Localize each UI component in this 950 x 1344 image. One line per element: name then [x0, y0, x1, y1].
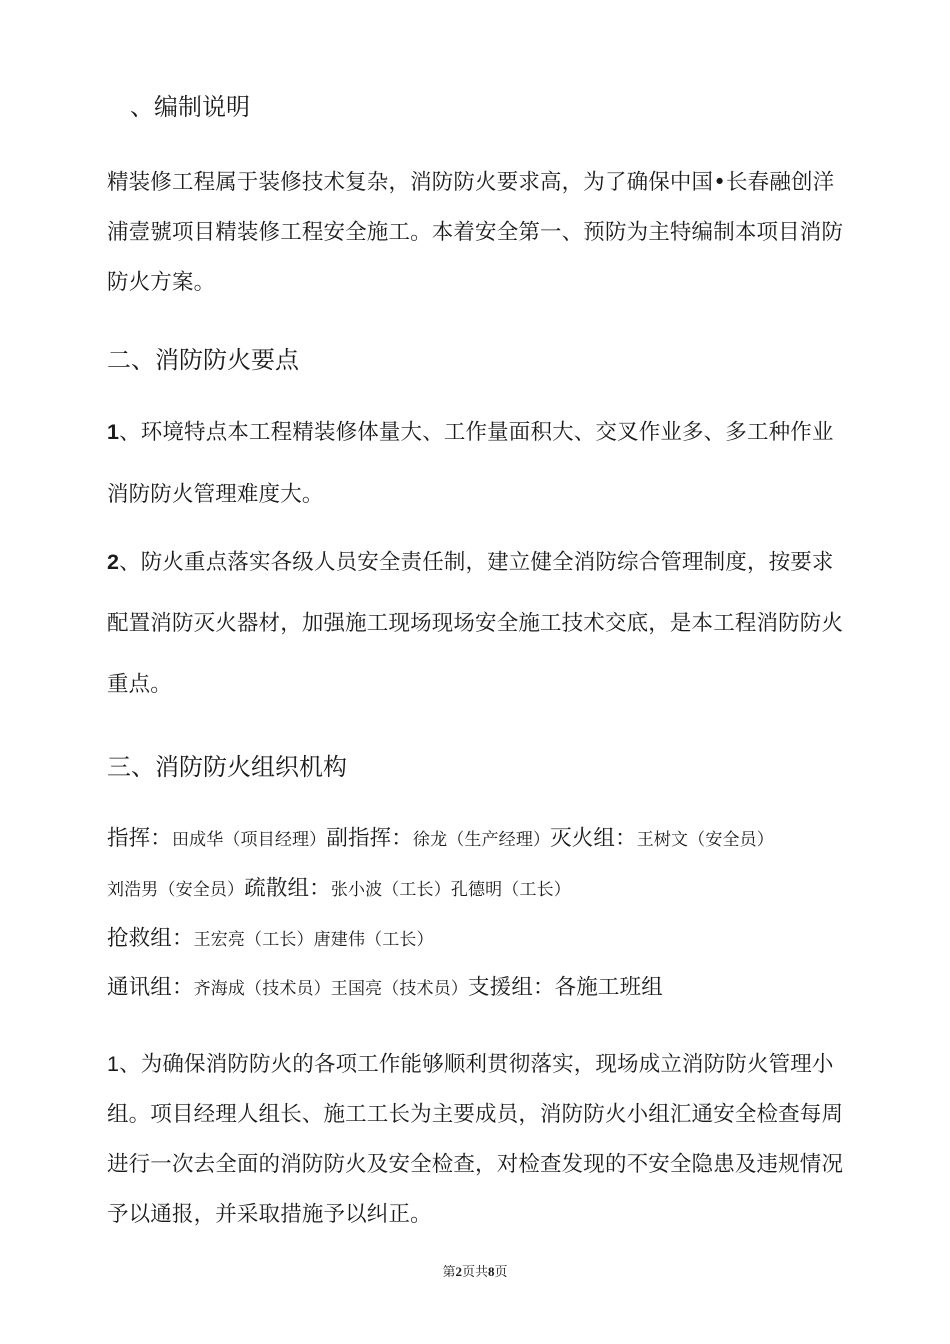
item-text: 、为确保消防防火的各项工作能够顺利贯彻落实，现场成立消防防火管理小 — [119, 1052, 834, 1077]
footer-prefix: 第 — [442, 1265, 456, 1280]
section-1-para-line-3: 防火方案。 — [107, 270, 216, 295]
section-2-item-1-line-1 — [107, 422, 834, 444]
item-number: 1 — [107, 420, 120, 444]
section-3-item-1-line-3: 进行一次去全面的消防防火及安全检查，对检查发现的不安全隐患及违规情况 — [107, 1152, 844, 1177]
org-row-2 — [107, 878, 571, 900]
org-member: 王树文（安全员） — [636, 830, 774, 850]
org-label-evacuation: 疏散组： — [244, 876, 331, 901]
org-row-4 — [107, 977, 663, 999]
org-member: 刘浩男（安全员） — [107, 880, 245, 900]
org-member: 齐海成（技术员）王国亮（技术员） — [193, 979, 469, 999]
section-3-item-1-line-1 — [107, 1054, 834, 1076]
org-label-firefighting: 灭火组： — [550, 826, 637, 851]
section-2-heading: 二、消防防火要点 — [107, 346, 299, 374]
org-member: 田成华（项目经理） — [171, 830, 327, 850]
footer-middle: 页共 — [461, 1265, 488, 1280]
section-2-item-2-line-3: 重点。 — [107, 672, 172, 697]
section-3-item-1-line-4: 予以通报，并采取措施予以纠正。 — [107, 1202, 432, 1227]
org-label-support: 支援组：各施工班组 — [468, 975, 663, 1000]
section-3-heading: 三、消防防火组织机构 — [107, 753, 347, 781]
org-label-deputy: 副指挥： — [326, 826, 413, 851]
org-label-command: 指挥： — [107, 826, 172, 851]
page-number: 2 — [455, 1264, 462, 1279]
org-label-rescue: 抢救组： — [107, 926, 194, 951]
section-2-item-2-line-1 — [107, 552, 834, 574]
item-number: 2 — [107, 550, 120, 574]
org-row-3 — [107, 928, 434, 950]
org-row-1 — [107, 828, 774, 850]
footer-suffix: 页 — [494, 1265, 508, 1280]
section-1-para-line-2: 浦壹號项目精装修工程安全施工。本着安全第一、预防为主特编制本项目消防 — [107, 220, 844, 245]
section-1-heading: 、编制说明 — [130, 93, 250, 121]
section-1-para-line-1: 精装修工程属于装修技术复杂，消防防火要求高，为了确保中国•长春融创洋 — [107, 170, 835, 195]
section-3-item-1-line-2: 组。项目经理人组长、施工工长为主要成员，消防防火小组汇通安全检查每周 — [107, 1102, 844, 1127]
item-number: 1 — [107, 1052, 120, 1076]
item-text: 、环境特点本工程精装修体量大、工作量面积大、交叉作业多、多工种作业 — [119, 420, 834, 445]
page-footer — [0, 1261, 950, 1280]
org-member: 王宏亮（工长）唐建伟（工长） — [193, 930, 434, 950]
item-text: 、防火重点落实各级人员安全责任制，建立健全消防综合管理制度，按要求 — [119, 550, 834, 575]
section-2-item-2-line-2: 配置消防灭火器材，加强施工现场现场安全施工技术交底，是本工程消防防火 — [107, 611, 844, 636]
page-total: 8 — [488, 1264, 495, 1279]
section-2-item-1-line-2: 消防防火管理难度大。 — [107, 482, 324, 507]
org-member: 张小波（工长）孔德明（工长） — [330, 880, 571, 900]
org-label-communication: 通讯组： — [107, 975, 194, 1000]
org-member: 徐龙（生产经理） — [412, 830, 551, 850]
